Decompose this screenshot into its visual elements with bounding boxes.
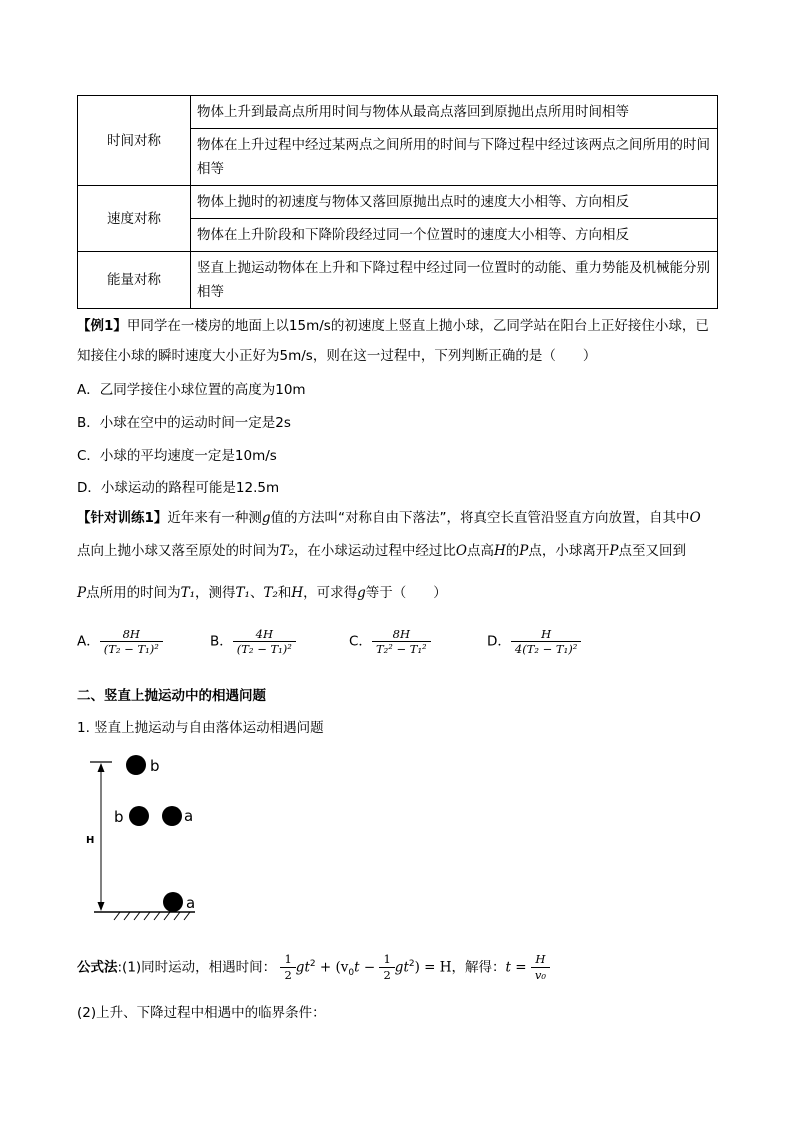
meeting-diagram <box>80 748 220 923</box>
table-cell: 竖直上抛运动物体在上升和下降过程中经过同一位置时的动能、重力势能及机械能分别相等 <box>191 252 718 309</box>
option-d: D．小球运动的路程可能是12.5m <box>77 480 280 496</box>
formula-line: 公式法:(1)同时运动，相遇时间： $\frac{1}{2}$ $gt^2 + (v_0t$ − $\frac{1}{2}$ $gt^2) = H$，解得：t = $\frac{H}{\text{v₀}}$ <box>77 944 550 984</box>
ground-hatch <box>114 912 190 920</box>
example1-line2: 知接住小球的瞬时速度大小正好为5m/s，则在这一过程中，下列判断正确的是（ ） <box>77 348 597 364</box>
critical-condition: (2)上升、下降过程中相遇中的临界条件： <box>77 1005 326 1021</box>
label-b-mid: b <box>114 808 124 826</box>
table-cell: 物体在上升过程中经过某两点之间所用的时间与下降过程中经过该两点之间所用的时间相等 <box>191 129 718 186</box>
arrow-up <box>98 763 105 772</box>
table-cell: 物体在上升阶段和下降阶段经过同一个位置时的速度大小相等、方向相反 <box>191 219 718 252</box>
section-heading: 二、竖直上抛运动中的相遇问题 <box>77 688 266 704</box>
training1-line3: P点所用的时间为T₁，测得T₁、T₂和H，可求得g等于（ ） <box>77 585 447 601</box>
arrow-down <box>98 902 105 911</box>
ball-b-mid <box>129 806 149 826</box>
label-a-mid: a <box>184 807 194 825</box>
label-H: H <box>86 835 95 846</box>
table-cell: 物体上抛时的初速度与物体又落回原抛出点时的速度大小相等、方向相反 <box>191 186 718 219</box>
fraction-half: $\frac{1}{2}$ <box>280 952 295 983</box>
label-a-bottom: a <box>186 894 196 912</box>
subsection-heading: 1. 竖直上抛运动与自由落体运动相遇问题 <box>77 720 324 736</box>
fraction-result: $\frac{H}{\text{v₀}}$ <box>531 952 550 983</box>
fraction-half: $\frac{1}{2}$ <box>379 952 394 983</box>
example1-tag: 【例1】 <box>77 318 127 334</box>
label-b-top: b <box>150 757 160 775</box>
ball-a-bottom <box>163 892 183 912</box>
fraction: $\frac{4H}{\text{(T₂ − T₁)²}}$ <box>233 627 296 656</box>
training-option-c: C． $\frac{8H}{\text{T₂² − T₁²}}$ <box>349 627 431 656</box>
example1-line1: 【例1】甲同学在一楼房的地面上以15m/s的初速度上竖直上抛小球，乙同学站在阳台上正好接住小球，已 <box>77 318 709 334</box>
fraction: $\frac{8H}{\text{T₂² − T₁²}}$ <box>372 627 431 656</box>
training-option-d: D． $\frac{H}{\text{4(T₂ − T₁)²}}$ <box>487 627 581 656</box>
training-option-b: B． $\frac{4H}{\text{(T₂ − T₁)²}}$ <box>210 627 296 656</box>
symmetry-table <box>77 95 718 309</box>
table-cell: 物体上升到最高点所用时间与物体从最高点落回到原抛出点所用时间相等 <box>191 96 718 129</box>
fraction: $\frac{H}{\text{4(T₂ − T₁)²}}$ <box>511 627 581 656</box>
category-time: 时间对称 <box>78 96 191 186</box>
fraction: $\frac{8H}{\text{(T₂ − T₁)²}}$ <box>100 627 163 656</box>
category-energy: 能量对称 <box>78 252 191 309</box>
ball-b-top <box>126 755 146 775</box>
category-velocity: 速度对称 <box>78 186 191 252</box>
training1-line2: 点向上抛小球又落至原处的时间为T₂，在小球运动过程中经过比O点高H的P点，小球离开P点至又回到 <box>77 543 686 559</box>
training-option-a: A． $\frac{8H}{\text{(T₂ − T₁)²}}$ <box>77 627 163 656</box>
option-c: C．小球的平均速度一定是10m/s <box>77 448 277 464</box>
ball-a-mid <box>162 806 182 826</box>
training1-line1: 【针对训练1】近年来有一种测g值的方法叫“对称自由下落法”，将真空长直管沿竖直方向放置，自其中O <box>77 510 701 526</box>
option-b: B．小球在空中的运动时间一定是2s <box>77 415 291 431</box>
option-a: A．乙同学接住小球位置的高度为10m <box>77 382 306 398</box>
